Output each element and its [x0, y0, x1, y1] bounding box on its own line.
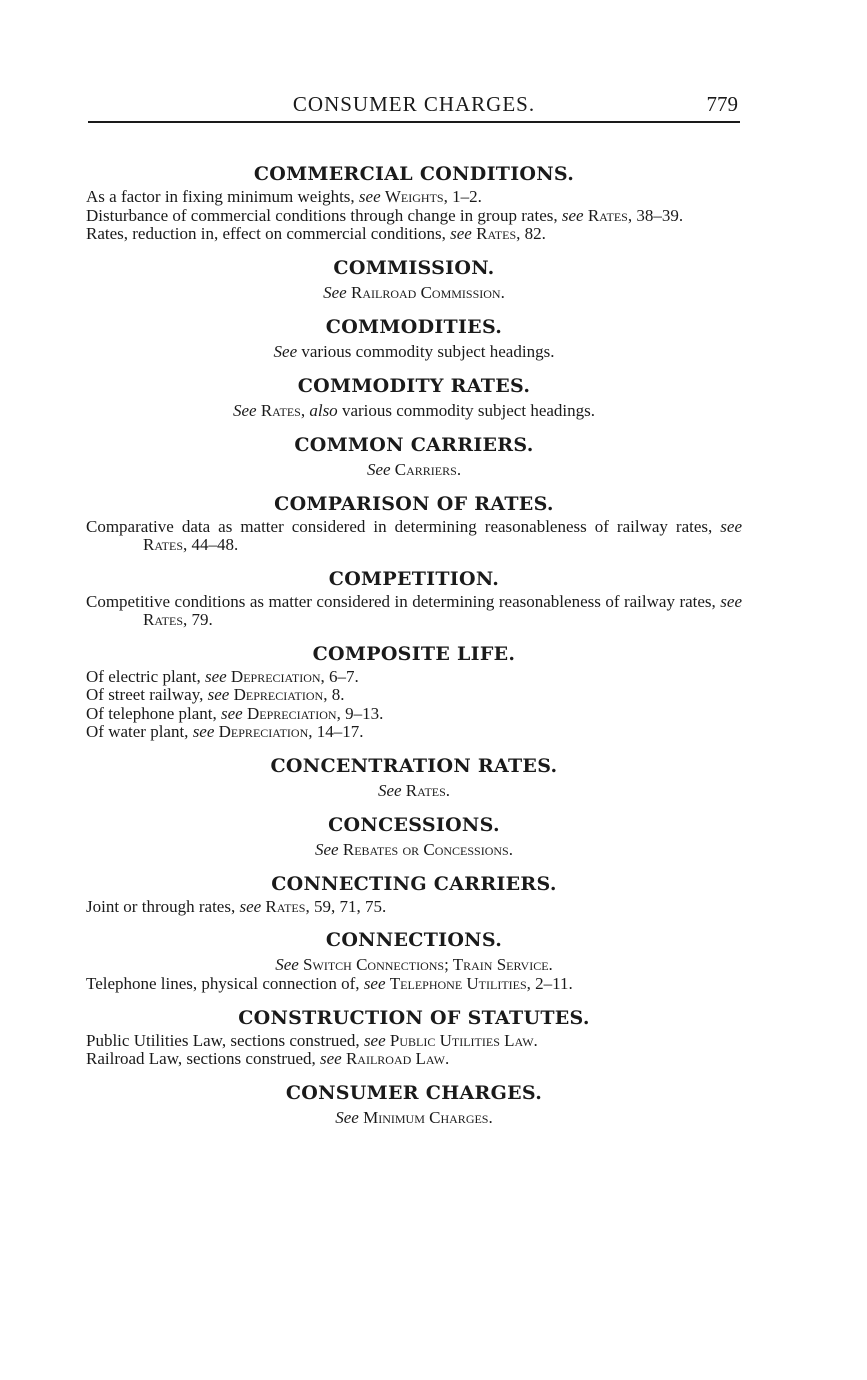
page-reference: , 6–7.	[320, 666, 359, 686]
page-reference: .	[533, 1030, 538, 1050]
entry-text: Disturbance of commercial conditions through change in group rates,	[86, 205, 558, 225]
cross-reference: Depreciation	[246, 703, 337, 723]
see-reference	[86, 780, 742, 801]
see-word: See	[315, 839, 339, 859]
see-word: see	[204, 666, 227, 686]
see-tail: .	[445, 780, 451, 800]
index-content	[86, 160, 742, 1128]
entry-text: As a factor in fixing minimum weights,	[86, 187, 355, 206]
index-entry	[86, 898, 742, 917]
see-reference	[86, 954, 742, 975]
index-section-commission	[86, 254, 742, 303]
section-heading: COMPETITION.	[328, 567, 500, 590]
index-entry	[86, 723, 742, 742]
page-reference: , 79.	[183, 610, 213, 629]
index-section-commercial-conditions	[86, 160, 742, 244]
see-word: See	[323, 282, 347, 302]
section-heading: CONCENTRATION RATES.	[270, 754, 558, 777]
see-word: see	[363, 1030, 386, 1050]
see-tail: .	[488, 1107, 493, 1127]
see-word: see	[450, 224, 472, 243]
see-word: See	[335, 1107, 359, 1127]
cross-reference: Rates	[587, 205, 628, 225]
see-reference	[86, 459, 742, 480]
see-word: see	[720, 516, 742, 536]
page-reference: , 1–2.	[443, 187, 482, 206]
see-word: see	[561, 205, 584, 225]
section-heading: COMMERCIAL CONDITIONS.	[253, 163, 575, 185]
cross-reference: Rebates or Concessions	[342, 839, 509, 859]
see-word: see	[192, 722, 215, 741]
see-word: see	[320, 1049, 342, 1068]
see-word: see	[207, 685, 230, 704]
page-number: 779	[706, 92, 738, 116]
cross-reference: Public Utilities Law	[389, 1030, 534, 1050]
see-tail: various commodity subject headings.	[341, 400, 596, 420]
index-entry	[86, 518, 742, 555]
entry-text: Of street railway,	[86, 685, 204, 704]
entry-text: Telephone lines, physical connection of,	[86, 974, 360, 993]
index-section-commodities	[86, 313, 742, 362]
page-reference: , 8.	[323, 685, 345, 704]
index-section-comparison-of-rates	[86, 490, 742, 555]
page-reference: , 38–39.	[627, 205, 684, 225]
cross-reference: Minimum Charges	[363, 1107, 489, 1127]
page-reference: , 2–11.	[526, 974, 573, 993]
entry-text: Of telephone plant,	[86, 703, 217, 723]
cross-reference: Rates	[476, 224, 517, 243]
see-tail: various commodity subject headings.	[301, 341, 555, 361]
see-tail: .	[508, 839, 513, 859]
entry-text: Of electric plant,	[86, 666, 201, 686]
page-reference: , 82.	[516, 224, 546, 243]
section-heading: COMMODITIES.	[325, 315, 503, 338]
also-word: also	[309, 400, 338, 420]
section-heading: CONNECTING CARRIERS.	[271, 872, 557, 895]
index-entry	[86, 668, 742, 687]
cross-reference: Rates	[143, 535, 184, 554]
index-entry	[86, 1050, 742, 1069]
see-word: See	[232, 400, 257, 420]
cross-reference: Telephone Utilities	[389, 974, 527, 993]
header-rule	[88, 121, 740, 123]
see-word: See	[275, 955, 299, 974]
index-section-concentration-rates	[86, 752, 742, 801]
section-heading: COMMISSION.	[333, 256, 495, 279]
index-section-common-carriers	[86, 431, 742, 480]
index-entry	[86, 593, 742, 630]
cross-reference: Carriers	[394, 459, 457, 479]
index-entry	[86, 207, 742, 226]
index-entry	[86, 686, 742, 705]
cross-reference: Railroad Law	[345, 1049, 445, 1068]
section-heading: COMPOSITE LIFE.	[312, 642, 516, 665]
see-word: see	[221, 703, 243, 723]
index-section-connections	[86, 926, 742, 994]
index-entry	[86, 188, 742, 207]
see-reference	[86, 839, 742, 860]
see-tail: .	[500, 282, 505, 302]
section-heading: CONCESSIONS.	[328, 813, 500, 836]
see-word: See	[273, 341, 298, 361]
cross-reference: Rates	[260, 400, 301, 420]
index-section-connecting-carriers	[86, 870, 742, 917]
entry-text: Rates, reduction in, effect on commercial conditions,	[86, 224, 446, 243]
index-section-commodity-rates	[86, 372, 742, 421]
entry-text: Comparative data as matter considered in determining reasonableness of railway rates,	[86, 516, 713, 536]
entry-text: Of water plant,	[86, 722, 189, 741]
see-reference	[86, 282, 742, 303]
section-heading: CONSUMER CHARGES.	[285, 1081, 543, 1104]
see-tail: .	[456, 459, 462, 479]
section-heading: COMMON CARRIERS.	[294, 433, 534, 456]
see-word: See	[377, 780, 402, 800]
cross-reference: Rates	[405, 780, 446, 800]
see-word: see	[358, 187, 381, 206]
cross-reference: Depreciation	[230, 666, 321, 686]
see-reference	[86, 341, 742, 362]
index-entry	[86, 975, 742, 994]
index-section-consumer-charges	[86, 1079, 742, 1128]
index-section-construction-of-statutes	[86, 1004, 742, 1069]
see-word: see	[239, 896, 262, 916]
see-reference	[86, 1107, 742, 1128]
see-word: see	[363, 974, 386, 993]
page-reference: , 14–17.	[308, 722, 364, 741]
section-heading: COMPARISON OF RATES.	[274, 492, 554, 515]
cross-reference: Depreciation	[233, 685, 324, 704]
index-section-concessions	[86, 811, 742, 860]
see-word: See	[366, 459, 391, 479]
entry-text: Public Utilities Law, sections construed,	[86, 1030, 360, 1050]
cross-reference: Depreciation	[218, 722, 309, 741]
index-section-competition	[86, 565, 742, 630]
cross-reference: Rates	[143, 610, 184, 629]
see-word: see	[720, 591, 743, 611]
section-heading: CONSTRUCTION OF STATUTES.	[238, 1006, 590, 1029]
cross-reference: Railroad Commission	[350, 282, 501, 302]
index-entry	[86, 705, 742, 724]
cross-reference: Switch Connections; Train Service	[303, 955, 549, 974]
section-heading: CONNECTIONS.	[325, 929, 503, 951]
cross-reference: Weights	[384, 187, 444, 206]
cross-reference: Rates	[265, 896, 306, 916]
index-section-composite-life	[86, 640, 742, 742]
section-heading: COMMODITY RATES.	[297, 374, 531, 397]
entry-text: Joint or through rates,	[86, 896, 236, 916]
index-entry	[86, 1032, 742, 1051]
see-tail: .	[548, 955, 553, 974]
running-head	[88, 88, 740, 122]
entry-text: Competitive conditions as matter considered in determining reasonableness of railway rates,	[86, 591, 716, 611]
index-entry	[86, 225, 742, 244]
page-reference: , 59, 71, 75.	[305, 896, 387, 916]
running-title: CONSUMER CHARGES.	[292, 92, 536, 116]
page-reference: , 9–13.	[336, 703, 384, 723]
page-reference: , 44–48.	[183, 535, 239, 554]
see-reference: See Rates, also various commodity subject headings.	[232, 400, 596, 420]
entry-text: Railroad Law, sections construed,	[86, 1049, 316, 1068]
page-reference: .	[444, 1049, 450, 1068]
